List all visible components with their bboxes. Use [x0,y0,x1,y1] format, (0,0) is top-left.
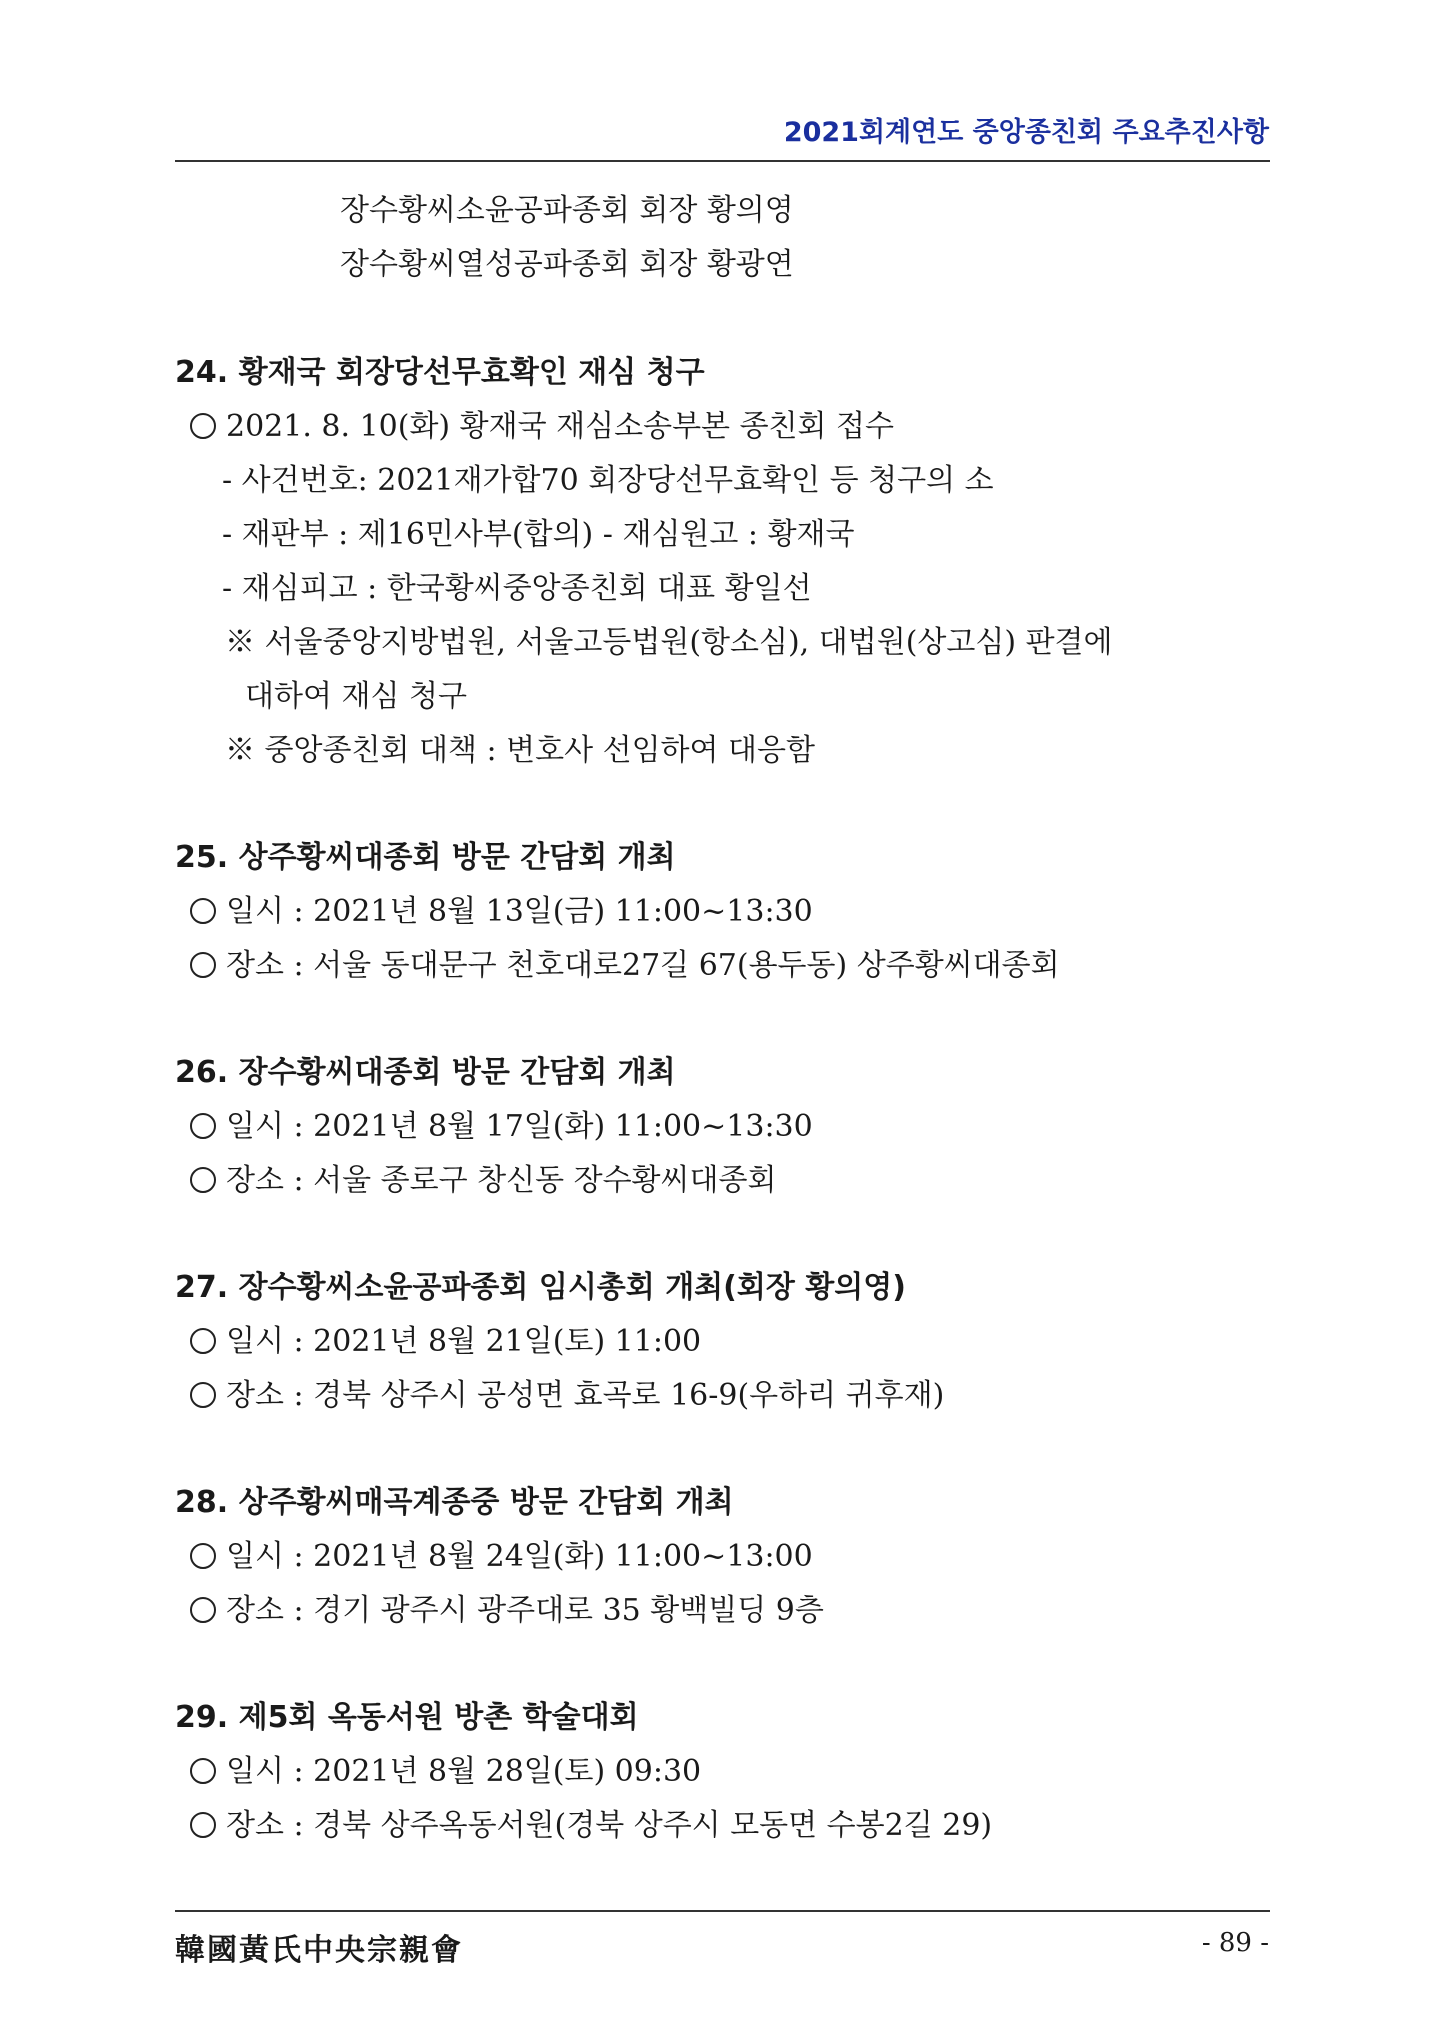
bullet-line [190,1808,992,1844]
bullet-text: 일시 : 2021년 8월 21일(토) 11:00 [226,1324,702,1359]
bullet-text: 일시 : 2021년 8월 24일(화) 11:00~13:00 [226,1539,813,1574]
intro-line: 장수황씨소윤공파종회 회장 황의영 [340,193,794,228]
bullet-text: 일시 : 2021년 8월 13일(금) 11:00~13:30 [226,894,813,929]
circle-bullet-icon [190,1758,216,1784]
bullet-text: 장소 : 경북 상주시 공성면 효곡로 16-9(우하리 귀후재) [226,1378,945,1413]
bullet-line [190,1109,813,1145]
page-number: - 89 - [1201,1928,1269,1958]
section-heading: 27. 장수황씨소윤공파종회 임시총회 개최(회장 황의영) [175,1270,906,1305]
header-divider [175,160,1270,162]
bullet-text: 장소 : 경기 광주시 광주대로 35 황백빌딩 9층 [226,1593,824,1628]
circle-bullet-icon [190,952,216,978]
note-line: ※ 서울중앙지방법원, 서울고등법원(항소심), 대법원(상고심) 판결에 [225,625,1113,660]
bullet-line [190,1163,776,1199]
circle-bullet-icon [190,1382,216,1408]
bullet-text: 장소 : 서울 종로구 창신동 장수황씨대종회 [226,1163,777,1198]
footer-org-name: 韓國黃氏中央宗親會 [175,1933,463,1968]
note-line: 대하여 재심 청구 [245,679,467,714]
intro-line: 장수황씨열성공파종회 회장 황광연 [340,247,794,282]
bullet-line [190,1539,813,1575]
note-line: ※ 중앙종친회 대책 : 변호사 선임하여 대응함 [225,733,815,768]
circle-bullet-icon [190,1328,216,1354]
detail-line: - 재심피고 : 한국황씨중앙종친회 대표 황일선 [222,571,812,606]
detail-line: - 사건번호: 2021재가합70 회장당선무효확인 등 청구의 소 [222,463,994,498]
circle-bullet-icon [190,1812,216,1838]
footer-divider [175,1910,1270,1912]
section-heading: 26. 장수황씨대종회 방문 간담회 개최 [175,1055,676,1090]
detail-line: - 재판부 : 제16민사부(합의) - 재심원고 : 황재국 [222,517,855,552]
circle-bullet-icon [190,413,216,439]
bullet-text: 2021. 8. 10(화) 황재국 재심소송부본 종친회 접수 [226,409,895,444]
circle-bullet-icon [190,1167,216,1193]
bullet-line [190,894,813,930]
bullet-text: 일시 : 2021년 8월 28일(토) 09:30 [226,1754,702,1789]
circle-bullet-icon [190,1543,216,1569]
bullet-line [190,409,894,445]
circle-bullet-icon [190,1597,216,1623]
bullet-text: 일시 : 2021년 8월 17일(화) 11:00~13:30 [226,1109,813,1144]
circle-bullet-icon [190,898,216,924]
bullet-text: 장소 : 서울 동대문구 천호대로27길 67(용두동) 상주황씨대종회 [226,948,1060,983]
bullet-line [190,1324,701,1360]
section-heading: 25. 상주황씨대종회 방문 간담회 개최 [175,840,676,875]
bullet-line [190,1754,701,1790]
section-heading: 24. 황재국 회장당선무효확인 재심 청구 [175,355,705,390]
circle-bullet-icon [190,1113,216,1139]
bullet-text: 장소 : 경북 상주옥동서원(경북 상주시 모동면 수봉2길 29) [226,1808,993,1843]
bullet-line [190,948,1060,984]
page-title: 2021회계연도 중앙종친회 주요추진사항 [783,117,1269,148]
bullet-line [190,1378,944,1414]
bullet-line [190,1593,824,1629]
section-heading: 29. 제5회 옥동서원 방촌 학술대회 [175,1700,639,1735]
section-heading: 28. 상주황씨매곡계종중 방문 간담회 개최 [175,1485,734,1520]
